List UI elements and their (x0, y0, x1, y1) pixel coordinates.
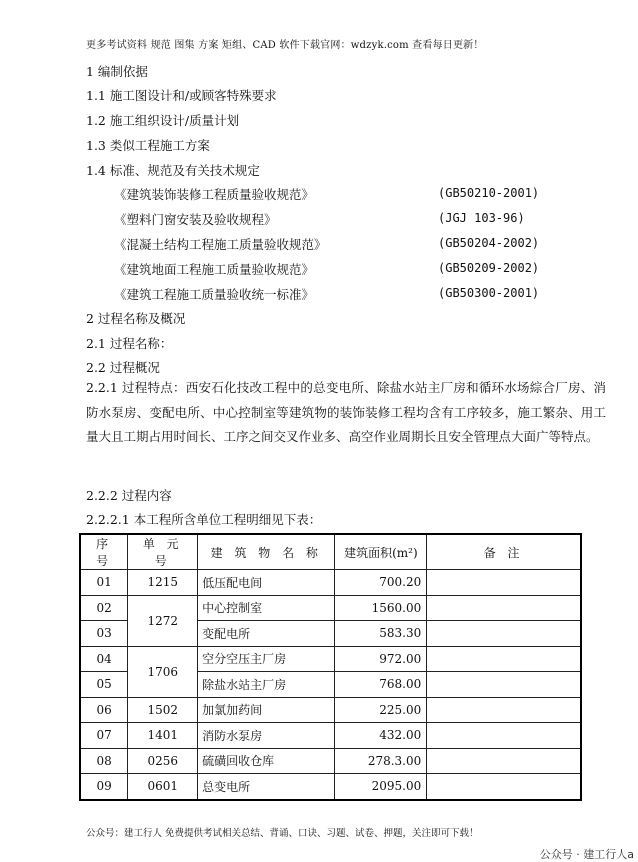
cell-area: 2095.00 (335, 774, 427, 800)
section-2-2-2-1: 2.2.2.1 本工程所含单位工程明细见下表： (86, 512, 322, 527)
cell-no: 05 (80, 672, 128, 698)
standard-name: 《混凝土结构工程施工质量验收规范》 (114, 237, 327, 252)
table-row (80, 697, 581, 723)
unit-works-table (79, 533, 582, 801)
cell-name: 中心控制室 (198, 595, 335, 621)
table-row (80, 595, 581, 621)
cell-unit: 1401 (128, 723, 198, 749)
cell-remarks (427, 672, 581, 698)
standard-code: (GB50210-2001) (438, 186, 540, 200)
cell-unit: 1272 (128, 595, 198, 646)
cell-no: 09 (80, 774, 128, 800)
cell-name: 总变电所 (198, 774, 335, 800)
section-2-2-2: 2.2.2 过程内容 (86, 488, 172, 503)
cell-unit: 0256 (128, 748, 198, 774)
cell-no: 03 (80, 621, 128, 647)
cell-area: 768.00 (335, 672, 427, 698)
header-note: 更多考试资料 规范 图集 方案 矩组、CAD 软件下载官网：wdzyk.com 查看每日更新！ (86, 40, 484, 51)
cell-remarks (427, 774, 581, 800)
cell-remarks (427, 697, 581, 723)
cell-remarks (427, 748, 581, 774)
cell-remarks (427, 621, 581, 647)
cell-name: 消防水泵房 (198, 723, 335, 749)
table-row (80, 646, 581, 672)
cell-name: 除盐水站主厂房 (198, 672, 335, 698)
header-no: 序 号 (80, 534, 128, 570)
cell-no: 01 (80, 570, 128, 596)
section-2-2-1-paragraph: 2.2.1 过程特点：西安石化技改工程中的总变电所、除盐水站主厂房和循环水场綜合厂房、消防水泵房、变配电所、中心控制室等建筑物的装饰装修工程均含有工序较多，施工繁杂、用工量大且工期占用时间长、工序之间交叉作业多、高空作业周期长且安全管理点大面广等特点。 (86, 380, 606, 444)
header-area: 建筑面积(m²) (335, 534, 427, 570)
cell-area: 225.00 (335, 697, 427, 723)
cell-no: 07 (80, 723, 128, 749)
section-1-2: 1.2 施工组织设计/质量计划 (86, 113, 240, 128)
cell-area: 700.20 (335, 570, 427, 596)
table-row (80, 774, 581, 800)
cell-no: 02 (80, 595, 128, 621)
cell-unit: 1215 (128, 570, 198, 596)
section-1-4: 1.4 标准、规范及有关技术规定 (86, 163, 260, 178)
cell-name: 加氯加药间 (198, 697, 335, 723)
cell-remarks (427, 595, 581, 621)
standard-code: (GB50300-2001) (438, 286, 540, 300)
section-2-1: 2.1 过程名称： (86, 336, 173, 351)
table-row (80, 748, 581, 774)
table-row (80, 723, 581, 749)
cell-area: 972.00 (335, 646, 427, 672)
section-1-3: 1.3 类似工程施工方案 (86, 138, 210, 153)
watermark-text: 公众号 · 建工行人a (539, 848, 634, 861)
table-header-row (80, 534, 581, 570)
header-building-name: 建 筑 物 名 称 (198, 534, 335, 570)
cell-area: 583.30 (335, 621, 427, 647)
standard-name: 《建筑工程施工质量验收统一标准》 (114, 287, 315, 302)
standard-code: (GB50204-2002) (438, 236, 540, 250)
standard-name: 《建筑装饰装修工程质量验收规范》 (114, 187, 315, 202)
section-2-2: 2.2 过程概况 (86, 360, 160, 375)
cell-remarks (427, 570, 581, 596)
cell-unit: 1502 (128, 697, 198, 723)
section-2-title: 2 过程名称及概况 (86, 311, 186, 326)
cell-unit: 0601 (128, 774, 198, 800)
standard-code: (JGJ 103-96) (438, 211, 525, 225)
cell-no: 08 (80, 748, 128, 774)
header-unit: 单 元 号 (128, 534, 198, 570)
cell-no: 06 (80, 697, 128, 723)
cell-name: 低压配电间 (198, 570, 335, 596)
cell-name: 硫磺回收仓库 (198, 748, 335, 774)
section-1-title: 1 编制依据 (86, 64, 148, 79)
cell-unit: 1706 (128, 646, 198, 697)
cell-area: 278.3.00 (335, 748, 427, 774)
cell-name: 变配电所 (198, 621, 335, 647)
header-remarks: 备 注 (427, 534, 581, 570)
cell-remarks (427, 646, 581, 672)
footer-note: 公众号：建工行人 免费提供考试相关总结、背诵、口诀、习题、试卷、押题，关注即可下载！ (86, 828, 479, 839)
cell-name: 空分空压主厂房 (198, 646, 335, 672)
standard-code: (GB50209-2002) (438, 261, 540, 275)
cell-remarks (427, 723, 581, 749)
section-1-1: 1.1 施工图设计和/或顾客特殊要求 (86, 88, 277, 103)
table-row (80, 570, 581, 596)
cell-area: 1560.00 (335, 595, 427, 621)
standard-name: 《建筑地面工程施工质量验收规范》 (114, 262, 315, 277)
cell-area: 432.00 (335, 723, 427, 749)
cell-no: 04 (80, 646, 128, 672)
standard-name: 《塑料门窗安装及验收规程》 (114, 212, 277, 227)
